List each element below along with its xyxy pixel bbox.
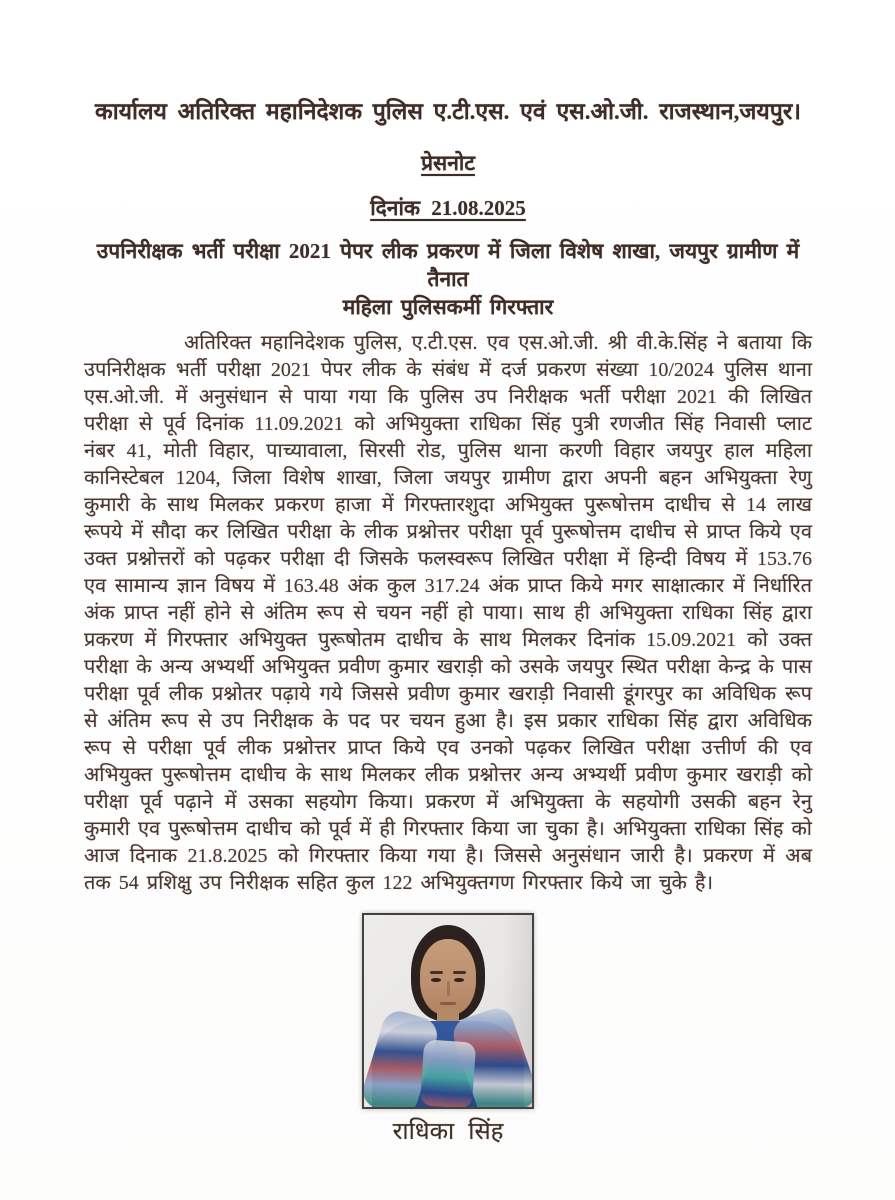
suspect-photo [362, 913, 534, 1109]
date-line [84, 194, 812, 222]
office-title: कार्यालय अतिरिक्त महानिदेशक पुलिस ए.टी.एस. एवं एस.ओ.जी. राजस्थान,जयपुर। [95, 99, 801, 124]
headline-line-1: उपनिरीक्षक भर्ती परीक्षा 2021 पेपर लीक प्रकरण में जिला विशेष शाखा, जयपुर ग्रामीण में तैनात [96, 239, 800, 291]
date-line-text: दिनांक 21.08.2025 [370, 196, 526, 220]
photo-nose [447, 981, 450, 996]
press-note-label [84, 149, 812, 177]
photo-caption: राधिका सिंह [392, 1119, 504, 1145]
headline-line-2: महिला पुलिसकर्मी गिरफ्तार [342, 295, 554, 319]
photo-eye-left [431, 978, 441, 982]
photo-eyebrow-right [453, 971, 466, 974]
press-note-label-text: प्रेसनोट [421, 151, 475, 175]
photo-eye-right [454, 978, 464, 982]
headline [84, 237, 812, 321]
body-paragraph: अतिरिक्त महानिदेशक पुलिस, ए.टी.एस. एव एस.ओ.जी. श्री वी.के.सिंह ने बताया कि उपनिरीक्षक भर्ती परीक्षा 2021 पेपर लीक के संबंध में दर्ज प्रकरण संख्या 10/2024 पुलिस थाना एस.ओ.जी. में अनुसंधान से पाया गया कि पुलिस उप निरीक्षक भर्ती परीक्षा 2021 की लिखित परीक्षा से पूर्व दिनांक 11.09.2021 को अभियुक्ता राधिका सिंह पुत्री रणजीत सिंह निवासी प्लाट नंबर 41, मोती विहार, पाच्यावाला, सिरसी रोड, पुलिस थाना करणी विहार जयपुर हाल महिला कानिस्टेबल 1204, जिला विशेष शाखा, जिला जयपुर ग्रामीण द्वारा अपनी बहन अभियुक्ता रेणु कुमारी के साथ मिलकर प्रकरण हाजा में गिरफ्तारशुदा अभियुक्त पुरूषोत्तम दाधीच से 14 लाख रूपये में सौदा कर लिखित परीक्षा के लीक प्रश्नोत्तर परीक्षा पूर्व पुरूषोत्तम दाधीच से प्राप्त किये एव उक्त प्रश्नोत्तरों को पढ़कर परीक्षा दी जिसके फलस्वरूप लिखित परीक्षा में हिन्दी विषय में 153.76 एव सामान्य ज्ञान विषय में 163.48 अंक कुल 317.24 अंक प्राप्त किये मगर साक्षात्कार में निर्धारित अंक प्राप्त नहीं होने से अंतिम रूप से चयन नहीं हो पाया। साथ ही अभियुक्ता राधिका सिंह द्वारा प्रकरण में गिरफ्तार अभियुक्त पुरूषोतम दाधीच के साथ मिलकर दिनांक 15.09.2021 को उक्त परीक्षा के अन्य अभ्यर्थी अभियुक्त प्रवीण कुमार खराड़ी को उसके जयपुर स्थित परीक्षा केन्द्र के पास परीक्षा पूर्व लीक प्रश्नोतर पढ़ाये गये जिससे प्रवीण कुमार खराड़ी निवासी डूंगरपुर का अविधिक रूप से अंतिम रूप से उप निरीक्षक के पद पर चयन हुआ है। इस प्रकार राधिका सिंह द्वारा अविधिक रूप से परीक्षा पूर्व लीक प्रश्नोत्तर प्राप्त किये एव उनको पढ़कर लिखित परीक्षा उत्तीर्ण की एव अभियुक्त पुरूषोत्तम दाधीच के साथ मिलकर लीक प्रश्नोत्तर अन्य अभ्यर्थी प्रवीण कुमार खराड़ी को परीक्षा पूर्व पढ़ाने में उसका सहयोग किया। प्रकरण में अभियुक्ता के सहयोगी उसकी बहन रेनु कुमारी एव पुरूषोत्तम दाधीच को पूर्व में ही गिरफ्तार किया जा चुका है। अभियुक्ता राधिका सिंह को आज दिनाक 21.8.2025 को गिरफ्तार किया गया है। जिससे अनुसंधान जारी है। प्रकरण में अब तक 54 प्रशिक्षु उप निरीक्षक सहित कुल 122 अभियुक्तगण गिरफ्तार किये जा चुके है। [84, 332, 812, 894]
photo-dupatta-center [420, 1039, 476, 1108]
photo-eyebrow-left [430, 971, 443, 974]
photo-mouth [440, 1002, 456, 1005]
